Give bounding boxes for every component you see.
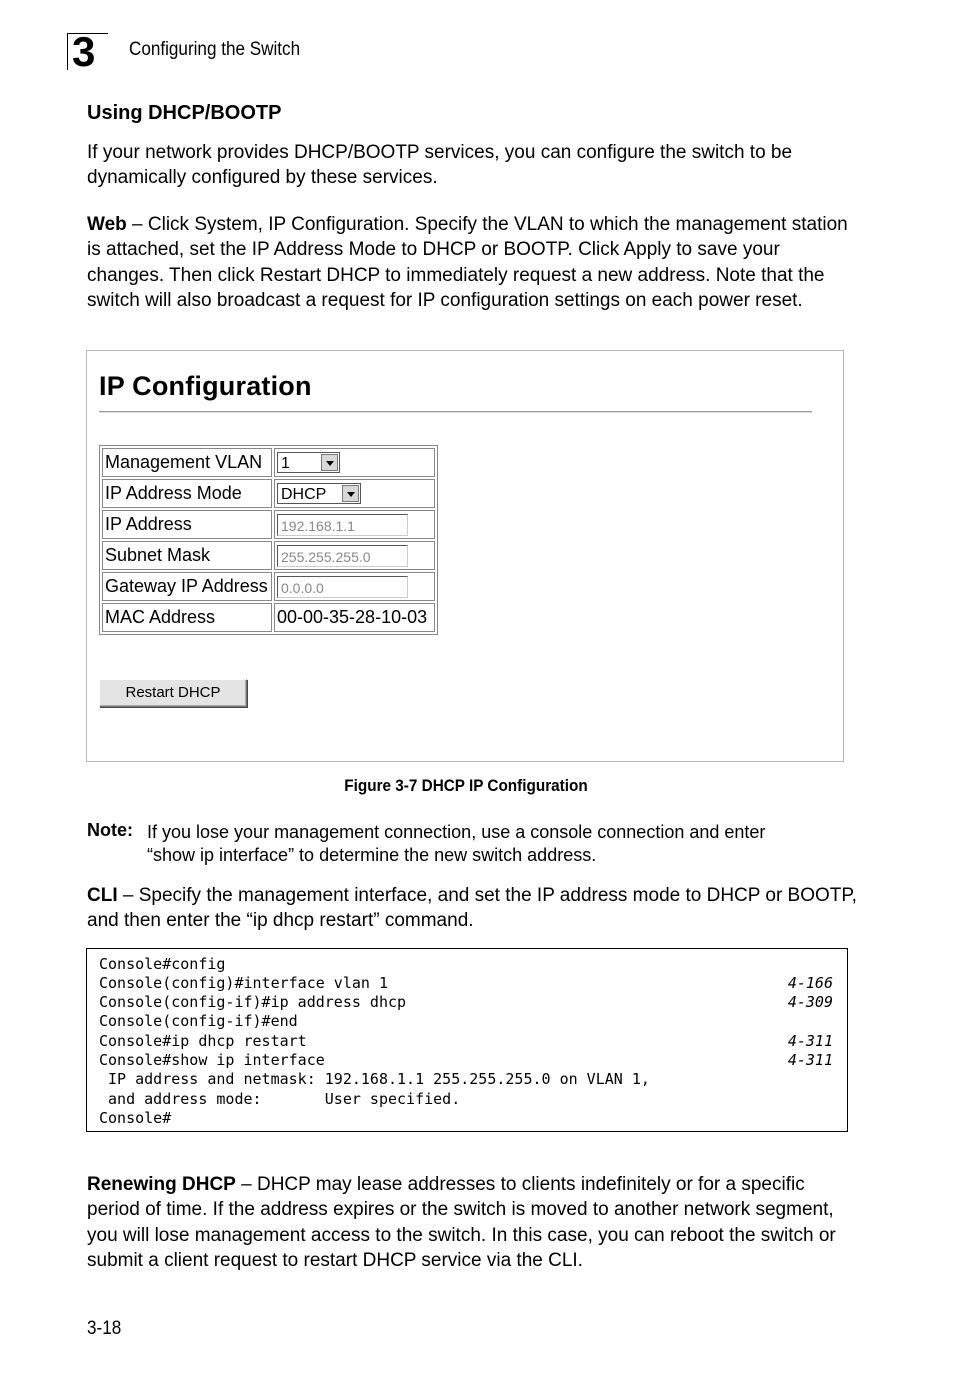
table-row: [102, 448, 435, 477]
table-row: [102, 572, 435, 601]
code-line: Console(config-if)#ip address dhcp: [99, 993, 407, 1011]
renewing-dhcp-paragraph: [87, 1172, 857, 1273]
command-reference: 4-311: [787, 1032, 833, 1050]
section-title: Using DHCP/BOOTP: [87, 102, 282, 124]
figure-caption: Figure 3-7 DHCP IP Configuration: [344, 776, 588, 795]
intro-paragraph: If your network provides DHCP/BOOTP services, you can configure the switch to be dynamically configured by these services.: [87, 142, 793, 189]
subnet-mask-cell: [274, 541, 435, 570]
chapter-number: 3: [72, 28, 96, 75]
title-divider: [99, 411, 812, 413]
renewing-dhcp-label: Renewing DHCP: [87, 1174, 236, 1195]
chevron-down-icon[interactable]: [342, 485, 359, 502]
figure-title: IP Configuration: [99, 371, 312, 401]
ip-address-field[interactable]: 192.168.1.1: [277, 514, 408, 536]
gateway-ip-field[interactable]: 0.0.0.0: [277, 576, 408, 598]
subnet-mask-field[interactable]: 255.255.255.0: [277, 545, 408, 567]
management-vlan-value: 1: [281, 455, 290, 473]
ip-configuration-screenshot: [86, 350, 844, 762]
gateway-ip-label: Gateway IP Address: [102, 572, 272, 601]
table-row: [102, 603, 435, 632]
command-reference: 4-166: [787, 974, 833, 992]
code-line: IP address and netmask: 192.168.1.1 255.255.255.0 on VLAN 1,: [99, 1070, 650, 1088]
ip-address-mode-cell: [274, 479, 435, 508]
ip-address-mode-select[interactable]: [277, 483, 361, 504]
code-line: Console#ip dhcp restart: [99, 1032, 307, 1050]
chevron-down-icon[interactable]: [321, 454, 338, 471]
ip-address-label: IP Address: [102, 510, 272, 539]
ip-address-cell: [274, 510, 435, 539]
restart-dhcp-button[interactable]: Restart DHCP: [99, 679, 247, 707]
table-row: [102, 510, 435, 539]
code-line: Console(config-if)#end: [99, 1012, 298, 1030]
renewing-dhcp-text: – DHCP may lease addresses to clients indefinitely or for a specific period of time. If the address expires or the switch is moved to another network segment, you will lose management access to the switch. In this case, you can reboot the switch or submit a client request to restart DHCP service via the CLI.: [87, 1174, 836, 1271]
management-vlan-label: Management VLAN: [102, 448, 272, 477]
page-number: 3-18: [87, 1318, 122, 1339]
ip-address-mode-value: DHCP: [281, 486, 327, 504]
command-reference: 4-309: [787, 993, 833, 1011]
code-line: Console(config)#interface vlan 1: [99, 974, 388, 992]
running-head: Configuring the Switch: [129, 39, 301, 60]
management-vlan-select[interactable]: [277, 452, 340, 473]
web-text: – Click System, IP Configuration. Specify the VLAN to which the management station is attached, set the IP Address Mode to DHCP or BOOTP. Click Apply to save your changes. Then click Restart DHCP to immediately request a new address. Note that the switch will also broadcast a request for IP configuration settings on each power reset.: [87, 214, 848, 311]
cli-text: – Specify the management interface, and set the IP address mode to DHCP or BOOTP, and then enter the “ip dhcp restart” command.: [87, 885, 857, 932]
code-line: Console#show ip interface: [99, 1051, 325, 1069]
table-row: [102, 541, 435, 570]
code-line: Console#: [99, 1109, 172, 1127]
gateway-ip-cell: [274, 572, 435, 601]
note-text-line-1: If you lose your management connection, use a console connection and enter: [147, 822, 766, 842]
subnet-mask-label: Subnet Mask: [102, 541, 272, 570]
mac-address-label: MAC Address: [102, 603, 272, 632]
ip-config-table: [99, 445, 438, 635]
table-row: [102, 479, 435, 508]
web-paragraph: [87, 212, 857, 313]
note-text-line-2: “show ip interface” to determine the new switch address.: [147, 845, 597, 865]
cli-code-block: [86, 948, 848, 1132]
cli-paragraph: [87, 883, 857, 934]
note-label: Note:: [87, 820, 133, 840]
web-label: Web: [87, 214, 127, 235]
ip-address-mode-label: IP Address Mode: [102, 479, 272, 508]
cli-label: CLI: [87, 885, 118, 906]
mac-address-value: 00-00-35-28-10-03: [274, 603, 435, 632]
command-reference: 4-311: [787, 1051, 833, 1069]
code-line: Console#config: [99, 955, 226, 973]
management-vlan-cell: [274, 448, 435, 477]
code-line: and address mode: User specified.: [99, 1090, 461, 1108]
